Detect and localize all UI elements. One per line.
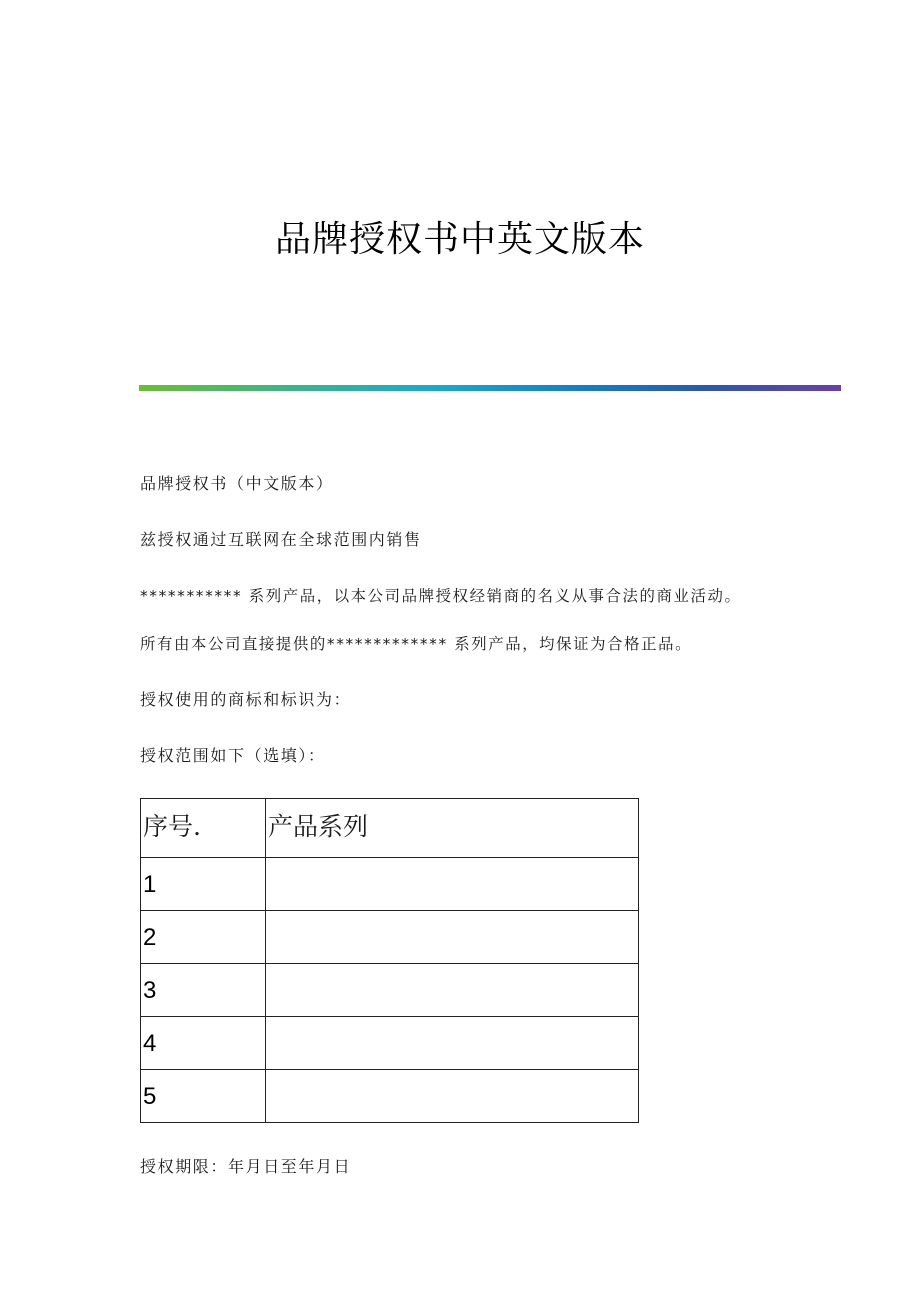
- table-row: [141, 858, 639, 911]
- table-cell-series: [266, 1017, 639, 1070]
- table-cell-series: [266, 858, 639, 911]
- document-title: 品牌授权书中英文版本: [274, 219, 645, 260]
- paragraph-authorization-period: 授权期限：年月日至年月日: [140, 1157, 352, 1176]
- table-header-series: 产品系列: [266, 799, 639, 858]
- table-row: [141, 911, 639, 964]
- table-row: [141, 1017, 639, 1070]
- table-header-index: 序号.: [141, 799, 266, 858]
- paragraph-guarantee: 所有由本公司直接提供的************* 系列产品，均保证为合格正品。: [140, 635, 693, 653]
- table-cell-series: [266, 911, 639, 964]
- table-row: [141, 964, 639, 1017]
- paragraph-heading: 品牌授权书（中文版本）: [140, 474, 334, 493]
- table-cell-index: 3: [141, 964, 266, 1017]
- paragraph-authorization: 兹授权通过互联网在全球范围内销售: [140, 530, 422, 549]
- table-header-row: [141, 799, 639, 858]
- paragraph-trademark: 授权使用的商标和标识为：: [140, 690, 352, 709]
- table-cell-index: 2: [141, 911, 266, 964]
- table-cell-index: 5: [141, 1070, 266, 1123]
- table-cell-series: [266, 964, 639, 1017]
- table-cell-index: 4: [141, 1017, 266, 1070]
- table-row: [141, 1070, 639, 1123]
- table-cell-index: 1: [141, 858, 266, 911]
- paragraph-series-products: *********** 系列产品，以本公司品牌授权经销商的名义从事合法的商业活动。: [140, 587, 742, 605]
- paragraph-scope: 授权范围如下（选填）：: [140, 746, 326, 765]
- table-cell-series: [266, 1070, 639, 1123]
- gradient-divider: [139, 385, 841, 391]
- product-series-table: [140, 798, 639, 1123]
